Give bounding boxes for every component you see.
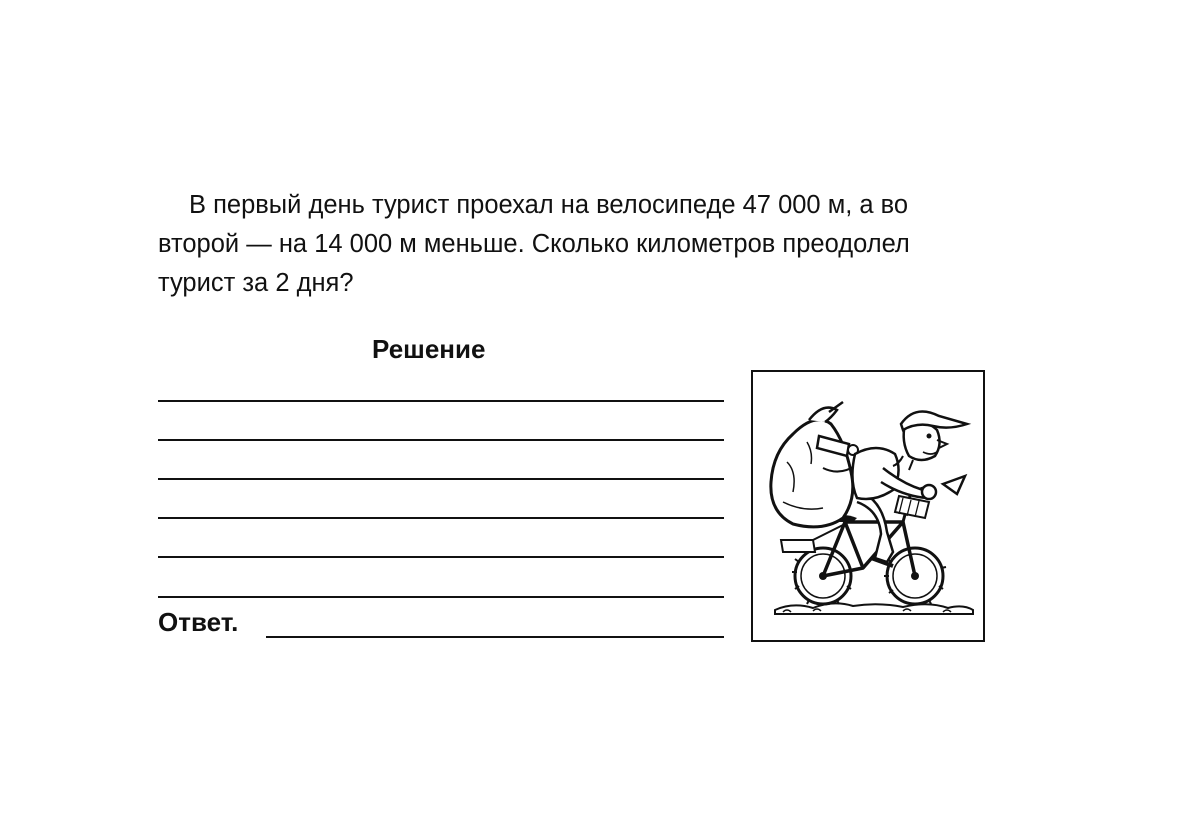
answer-label: Ответ.	[158, 607, 239, 637]
solution-line-5[interactable]	[158, 556, 724, 558]
problem-line-1: В первый день турист проехал на велосипеде 47 000 м, а во	[189, 191, 909, 219]
solution-line-2[interactable]	[158, 439, 724, 441]
problem-line-3: турист за 2 дня?	[158, 269, 354, 297]
problem-text	[158, 186, 998, 303]
solution-line-4[interactable]	[158, 517, 724, 519]
solution-heading: Решение	[372, 334, 486, 364]
problem-line-2: второй — на 14 000 м меньше. Сколько километров преодолел	[158, 230, 910, 258]
solution-line-1[interactable]	[158, 400, 724, 402]
illustration-frame	[751, 370, 985, 642]
answer-row	[158, 604, 724, 640]
solution-line-6[interactable]	[158, 596, 724, 598]
answer-input-line[interactable]	[266, 636, 724, 638]
cyclist-with-backpack-icon	[753, 372, 983, 640]
solution-line-3[interactable]	[158, 478, 724, 480]
